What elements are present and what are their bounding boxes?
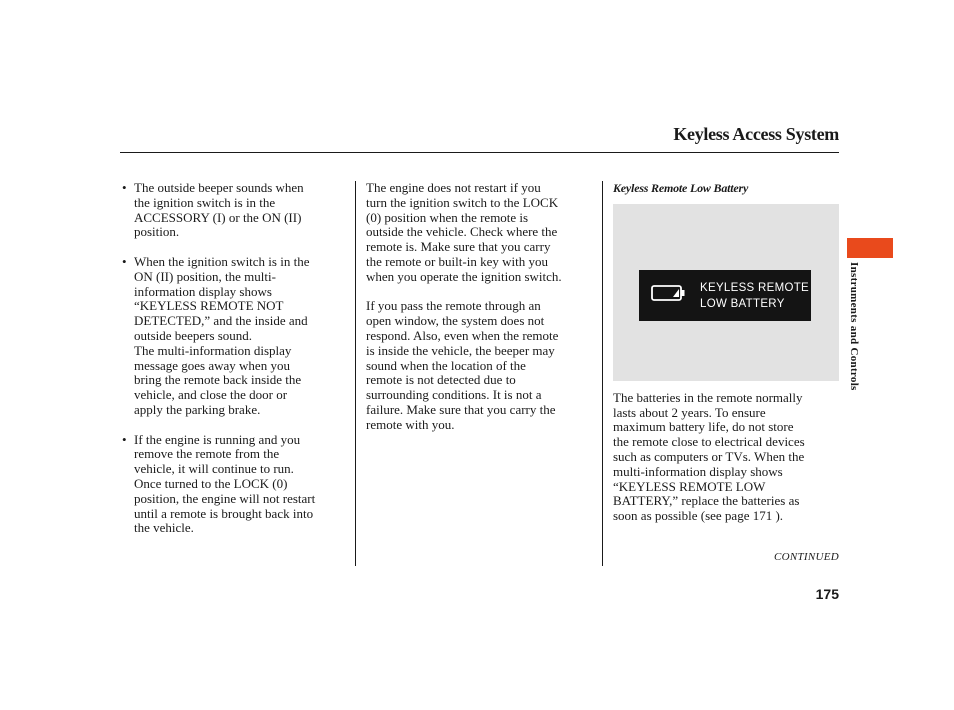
column-3 (613, 181, 841, 539)
bullet-dot: • (122, 180, 127, 195)
column-2 (366, 181, 598, 447)
text-line: the remote close to electrical devices (613, 434, 805, 450)
text-line: respond. Also, even when the remote (366, 327, 559, 343)
text-line: the ignition switch is in the (134, 194, 276, 210)
bullet-dot: • (122, 431, 127, 447)
text-line: sound when the location of the (366, 357, 526, 373)
text-line: the vehicle. (134, 520, 194, 536)
text-line: Once turned to the LOCK (0) (134, 475, 288, 491)
text-line: outside the vehicle. Check where the (366, 224, 558, 240)
multi-information-display (639, 270, 811, 321)
text-line: If the engine is running and you (134, 431, 301, 447)
bullet-item (122, 181, 350, 240)
paragraph (366, 181, 598, 285)
text-line: BATTERY,” replace the batteries as (613, 493, 800, 509)
text-line: bring the remote back inside the (134, 372, 302, 388)
column-divider (355, 181, 356, 566)
text-line: The engine does not restart if you (366, 180, 541, 195)
text-line: turn the ignition switch to the LOCK (366, 194, 559, 210)
text-line: apply the parking brake. (134, 401, 261, 417)
text-line: the remote or built-in key with you (366, 253, 548, 269)
text-line: until a remote is brought back into (134, 505, 314, 521)
text-line: The outside beeper sounds when (134, 180, 304, 195)
paragraph (366, 299, 598, 432)
text-line: surrounding conditions. It is not a (366, 387, 542, 403)
text-line: vehicle, and close the door or (134, 387, 288, 403)
section-tab (847, 238, 893, 258)
text-line: remote with you. (366, 416, 455, 432)
figure-caption: Keyless Remote Low Battery (613, 181, 749, 195)
text-line: The batteries in the remote normally (613, 389, 803, 405)
text-line: ACCESSORY (I) or the ON (II) (134, 209, 302, 225)
text-line: such as computers or TVs. When the (613, 448, 805, 464)
column-divider (602, 181, 603, 566)
page-number: 175 (815, 586, 839, 602)
section-label: Instruments and Controls (848, 262, 860, 391)
text-line: outside beepers sound. (134, 327, 253, 343)
text-line: failure. Make sure that you carry the (366, 401, 556, 417)
display-line-1: KEYLESS REMOTE (700, 281, 810, 294)
text-line: DETECTED,” and the inside and (134, 313, 308, 329)
title-rule (120, 152, 839, 153)
text-line: “KEYLESS REMOTE NOT (134, 298, 284, 314)
text-line: multi-information display shows (613, 463, 783, 479)
text-line: lasts about 2 years. To ensure (613, 404, 766, 420)
text-line: remote is not detected due to (366, 372, 516, 388)
figure-panel (613, 204, 839, 381)
bullet-dot: • (122, 253, 127, 269)
text-line: maximum battery life, do not store (613, 419, 794, 435)
column-1 (122, 181, 350, 551)
text-line: soon as possible (see page 171 ). (613, 508, 784, 524)
display-line-2: LOW BATTERY (700, 297, 785, 310)
text-line: remote is. Make sure that you carry (366, 239, 551, 255)
text-line: open window, the system does not (366, 313, 545, 329)
text-line: (0) position when the remote is (366, 209, 529, 225)
text-line: “KEYLESS REMOTE LOW (613, 478, 766, 494)
text-line: message goes away when you (134, 357, 290, 373)
text-line: information display shows (134, 283, 272, 299)
text-line: vehicle, it will continue to run. (134, 461, 294, 477)
text-line: is inside the vehicle, the beeper may (366, 342, 555, 358)
bullet-item (122, 255, 350, 418)
text-line: position, the engine will not restart (134, 490, 316, 506)
paragraph (613, 391, 841, 524)
continued-label: CONTINUED (773, 551, 839, 563)
text-line: remove the remote from the (134, 446, 280, 462)
text-line: position. (134, 224, 180, 240)
text-line: ON (II) position, the multi- (134, 268, 276, 284)
text-line: When the ignition switch is in the (134, 253, 310, 269)
text-line: The multi-information display (134, 342, 292, 358)
text-line: If you pass the remote through an (366, 298, 541, 314)
battery-low-icon (651, 284, 685, 302)
text-line: when you operate the ignition switch. (366, 268, 562, 284)
page-title: Keyless Access System (673, 124, 839, 144)
bullet-item (122, 433, 350, 537)
